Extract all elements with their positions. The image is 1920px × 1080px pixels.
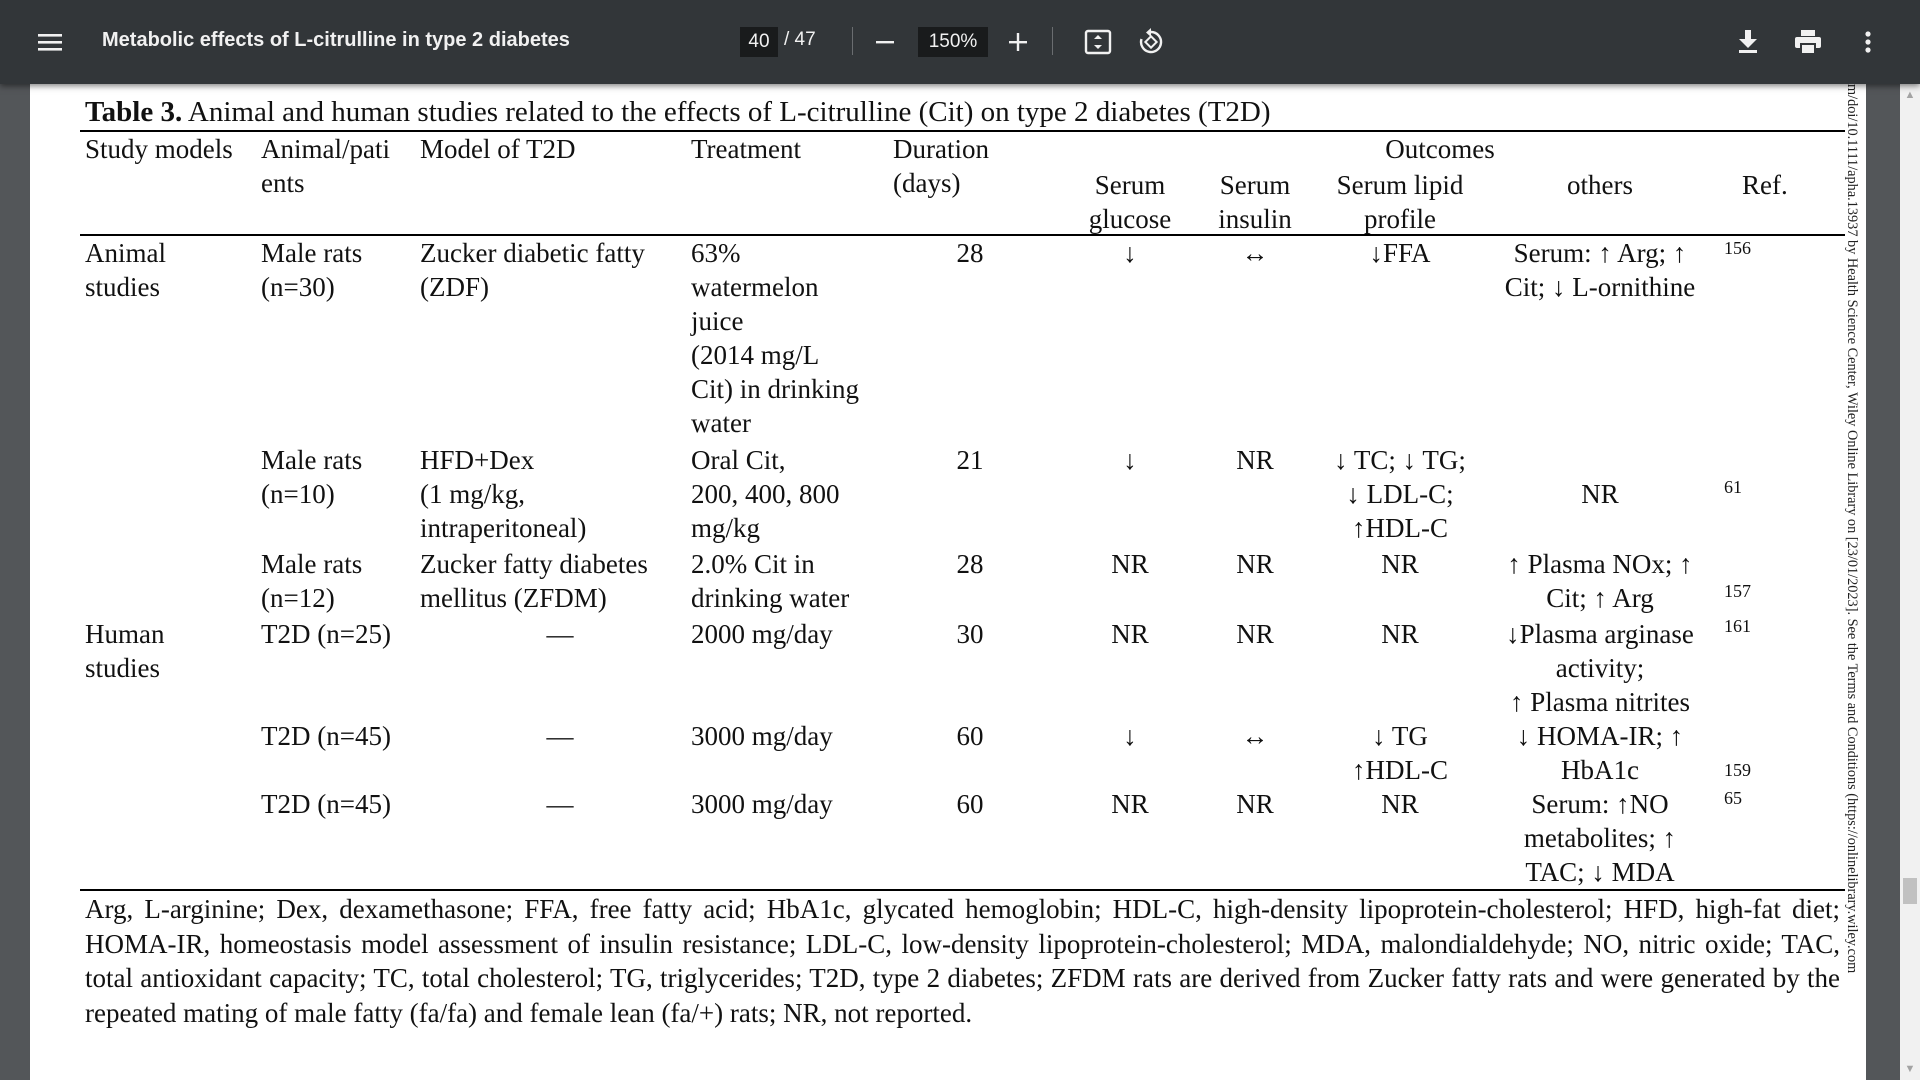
rotate-button[interactable]	[1131, 22, 1171, 62]
row-lipid: ↓ TC; ↓ TG; ↓ LDL-C; ↑HDL-C	[1334, 445, 1466, 543]
row-glucose: NR	[1111, 789, 1149, 819]
header-ref: Ref.	[1742, 170, 1788, 200]
caption-label: Table 3.	[85, 96, 183, 128]
zoom-in-icon	[1008, 32, 1028, 52]
row-model: —	[546, 789, 574, 819]
download-icon	[1737, 30, 1759, 54]
row-ref: 156	[1724, 238, 1751, 258]
row-insulin: NR	[1236, 619, 1274, 649]
row-treatment: 63% watermelon juice (2014 mg/L Cit) in drinking water	[691, 238, 859, 438]
row-group: Animal studies	[85, 238, 166, 302]
row-group: Human studies	[85, 619, 165, 683]
header-treatment: Treatment	[691, 134, 801, 164]
row-ref: 61	[1724, 477, 1742, 497]
download-button[interactable]	[1728, 22, 1768, 62]
table-caption	[85, 96, 1271, 129]
scrollbar-thumb[interactable]	[1903, 878, 1917, 904]
page-number-input[interactable]: 40	[740, 27, 778, 57]
rotate-icon	[1137, 28, 1165, 56]
row-subjects: Male rats (n=12)	[261, 549, 363, 613]
header-serum-lipid: Serum lipid profile	[1336, 170, 1464, 234]
row-glucose: NR	[1111, 619, 1149, 649]
row-treatment: Oral Cit, 200, 400, 800 mg/kg	[691, 445, 840, 543]
menu-button[interactable]	[30, 22, 70, 62]
row-duration: 60	[956, 789, 984, 819]
pdf-page	[30, 84, 1866, 1080]
row-glucose: ↓	[1123, 238, 1137, 268]
row-subjects: T2D (n=45)	[261, 721, 391, 751]
row-ref: 161	[1724, 616, 1751, 636]
row-others: ↓Plasma arginase activity; ↑ Plasma nitrites	[1506, 619, 1694, 717]
zoom-out-button[interactable]	[865, 22, 905, 62]
scroll-down-arrow-icon[interactable]: ▼	[1904, 1063, 1916, 1075]
zoom-in-button[interactable]	[998, 22, 1038, 62]
row-insulin: ↔	[1241, 238, 1269, 268]
row-duration: 21	[956, 445, 984, 475]
zoom-level-input[interactable]: 150%	[918, 27, 988, 57]
print-icon	[1794, 29, 1822, 55]
menu-icon	[38, 32, 62, 52]
row-subjects: T2D (n=25)	[261, 619, 391, 649]
row-lipid: ↓ TG ↑HDL-C	[1352, 721, 1448, 785]
row-treatment: 2000 mg/day	[691, 619, 833, 649]
row-model: Zucker diabetic fatty (ZDF)	[420, 238, 645, 302]
row-lipid: NR	[1381, 789, 1419, 819]
row-glucose: ↓	[1123, 721, 1137, 751]
fit-page-button[interactable]	[1078, 22, 1118, 62]
row-model: Zucker fatty diabetes mellitus (ZFDM)	[420, 549, 648, 613]
row-others: Serum: ↑NO metabolites; ↑ TAC; ↓ MDA	[1523, 789, 1677, 887]
row-others: ↑ Plasma NOx; ↑ Cit; ↑ Arg	[1507, 549, 1693, 613]
row-treatment: 3000 mg/day	[691, 789, 833, 819]
row-duration: 30	[956, 619, 984, 649]
pdf-toolbar	[0, 0, 1920, 84]
row-subjects: Male rats (n=30)	[261, 238, 363, 302]
row-others: NR	[1581, 479, 1619, 509]
row-insulin: NR	[1236, 445, 1274, 475]
table-bottom-rule	[80, 889, 1845, 891]
row-ref: 65	[1724, 788, 1742, 808]
header-animal-patients: Animal/pati ents	[261, 134, 390, 198]
fit-page-icon	[1084, 29, 1112, 55]
more-icon	[1865, 31, 1871, 53]
header-model: Model of T2D	[420, 134, 576, 164]
row-treatment: 3000 mg/day	[691, 721, 833, 751]
row-ref: 159	[1724, 760, 1751, 780]
row-treatment: 2.0% Cit in drinking water	[691, 549, 850, 613]
row-model: HFD+Dex (1 mg/kg, intraperitoneal)	[420, 445, 587, 543]
row-lipid: NR	[1381, 619, 1419, 649]
row-subjects: T2D (n=45)	[261, 789, 391, 819]
row-others: ↓ HOMA-IR; ↑ HbA1c	[1516, 721, 1684, 785]
scroll-up-arrow-icon[interactable]: ▲	[1904, 89, 1916, 101]
page-total: / 47	[784, 29, 816, 50]
document-title: Metabolic effects of L-citrulline in type 2 diabetes	[102, 29, 570, 51]
row-insulin: ↔	[1241, 721, 1269, 751]
header-others: others	[1567, 170, 1633, 200]
more-options-button[interactable]	[1848, 22, 1888, 62]
row-glucose: ↓	[1123, 445, 1137, 475]
row-lipid: NR	[1381, 549, 1419, 579]
row-duration: 60	[956, 721, 984, 751]
toolbar-divider	[1052, 27, 1053, 55]
header-study-models: Study models	[85, 134, 233, 164]
row-insulin: NR	[1236, 549, 1274, 579]
header-outcomes: Outcomes	[1385, 134, 1495, 164]
zoom-out-icon	[875, 32, 895, 52]
row-model: —	[546, 619, 574, 649]
header-duration: Duration (days)	[893, 134, 989, 198]
row-lipid: ↓FFA	[1369, 238, 1431, 268]
row-subjects: Male rats (n=10)	[261, 445, 363, 509]
caption-text: Animal and human studies related to the effects of L-citrulline (Cit) on type 2 diabetes (T2D)	[182, 96, 1271, 128]
row-ref: 157	[1724, 581, 1751, 601]
side-watermark	[1844, 84, 1866, 1080]
side-watermark-text: m/doi/10.1111/apha.13937 by Health Science Center, Wiley Online Library on [23/01/2023]. See the Terms and Conditions (https://onlinelibrary.wiley.com	[1844, 84, 1860, 974]
row-others: Serum: ↑ Arg; ↑ Cit; ↓ L-ornithine	[1504, 238, 1696, 302]
toolbar-divider	[852, 27, 853, 55]
table-footnote: Arg, L-arginine; Dex, dexamethasone; FFA, free fatty acid; HbA1c, glycated hemoglobin; HDL-C, high-density lipoprotein-cholesterol; HFD, high-fat diet; HOMA-IR, homeostasis model assessment of insulin resistance; LDL-C, low-density lipoprotein-cholesterol; MDA, malondialdehyde; NO, nitric oxide; TAC, total antioxidant capacity; TC, total cholesterol; TG, triglycerides; T2D, type 2 diabetes; ZFDM rats are derived from Zucker fatty rats and were generated by the repeated mating of male fatty (fa/fa) and female lean (fa/+) rats; NR, not reported.	[85, 894, 1840, 1028]
row-duration: 28	[956, 238, 984, 268]
print-button[interactable]	[1788, 22, 1828, 62]
header-serum-insulin: Serum insulin	[1218, 170, 1292, 234]
vertical-scrollbar[interactable]	[1900, 84, 1920, 1080]
row-glucose: NR	[1111, 549, 1149, 579]
row-insulin: NR	[1236, 789, 1274, 819]
row-duration: 28	[956, 549, 984, 579]
row-model: —	[546, 721, 574, 751]
header-serum-glucose: Serum glucose	[1088, 170, 1172, 234]
